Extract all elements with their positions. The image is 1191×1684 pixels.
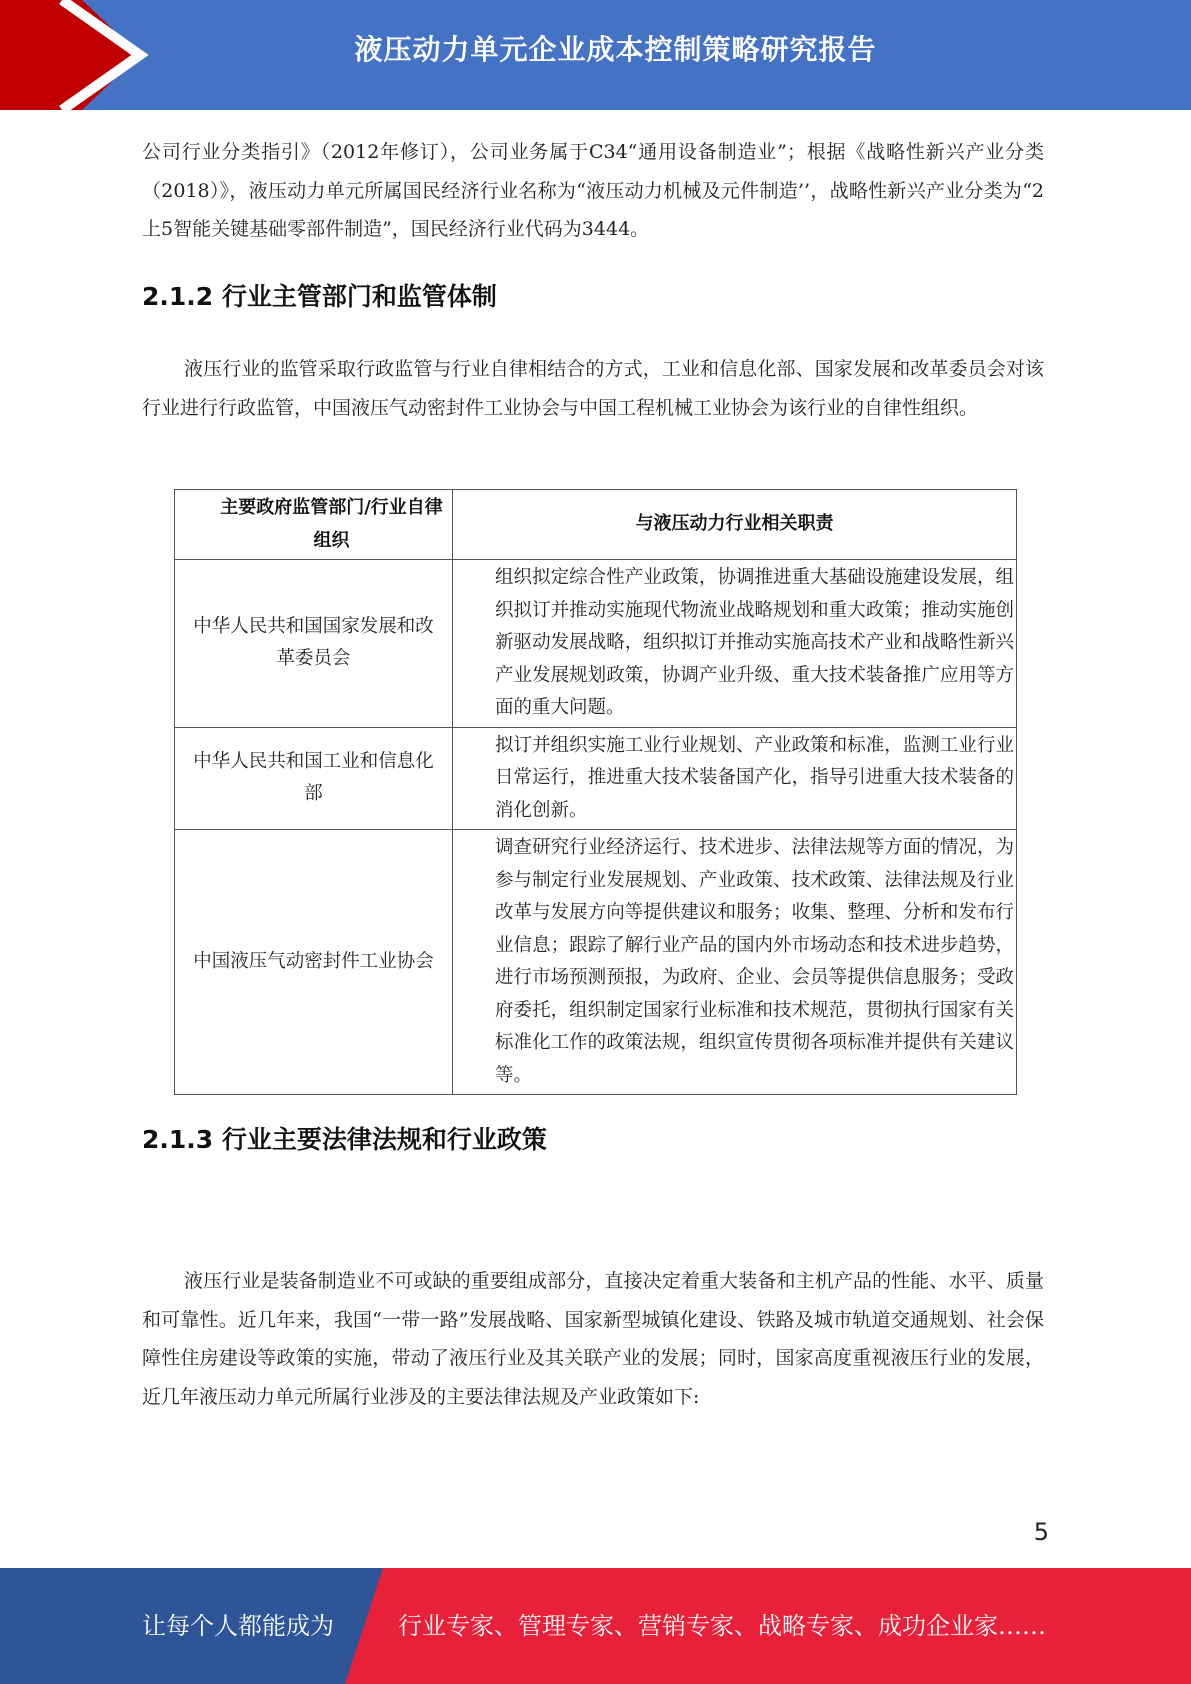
report-title: 液压动力单元企业成本控制策略研究报告	[354, 33, 877, 66]
header-banner	[0, 0, 1191, 110]
table-row	[175, 727, 1017, 830]
table-cell-org: 中华人民共和国国家发展和改革委员会	[175, 560, 453, 728]
section-heading-2-1-2: 2.1.2 行业主管部门和监管体制	[142, 282, 497, 311]
table-header-duty: 与液压动力行业相关职责	[453, 490, 1017, 560]
section-2-1-3-paragraph: 液压行业是装备制造业不可或缺的重要组成部分，直接决定着重大装备和主机产品的性能、水平、质量和可靠性。近几年来，我国“一带一路”发展战略、国家新型城镇化建设、铁路及城市轨道交通规划、社会保障性住房建设等政策的实施，带动了液压行业及其关联产业的发展；同时，国家高度重视液压行业的发展，近几年液压动力单元所属行业涉及的主要法律法规及产业政策如下:	[142, 1270, 1044, 1408]
section-2-1-2-paragraph: 液压行业的监管采取行政监管与行业自律相结合的方式，工业和信息化部、国家发展和改革委员会对该行业进行行政监管，中国液压气动密封件工业协会与中国工程机械工业协会为该行业的自律性组织。	[142, 358, 1044, 419]
page-number: 5	[1033, 1518, 1049, 1546]
footer-slogan-right: 行业专家、管理专家、营销专家、战略专家、成功企业家……	[398, 1612, 1046, 1640]
table-cell-duty: 组织拟定综合性产业政策，协调推进重大基础设施建设发展，组织拟订并推动实施现代物流业战略规划和重大政策；推动实施创新驱动发展战略，组织拟订并推动实施高技术产业和战略性新兴产业发展规划政策，协调产业升级、重大技术装备推广应用等方面的重大问题。	[453, 560, 1017, 728]
table-row	[175, 830, 1017, 1095]
table-header-org: 主要政府监管部门/行业自律组织	[175, 490, 453, 560]
table-cell-org: 中国液压气动密封件工业协会	[175, 830, 453, 1095]
intro-paragraph: 公司行业分类指引》（2012年修订），公司业务属于C34“通用设备制造业”；根据《战略性新兴产业分类（2018）》，液压动力单元所属国民经济行业名称为“液压动力机械及元件制造’’，战略性新兴产业分类为“2上5智能关键基础零部件制造”，国民经济行业代码为3444。	[142, 141, 1044, 240]
section-heading-2-1-3: 2.1.3 行业主要法律法规和行业政策	[142, 1125, 547, 1154]
footer-slogan-left: 让每个人都能成为	[142, 1612, 334, 1640]
table-cell-org: 中华人民共和国工业和信息化部	[175, 727, 453, 830]
regulator-table	[174, 489, 1017, 1095]
table-cell-duty: 拟订并组织实施工业行业规划、产业政策和标准，监测工业行业日常运行，推进重大技术装备国产化，指导引进重大技术装备的消化创新。	[453, 727, 1017, 830]
table-header-row	[175, 490, 1017, 560]
table-row	[175, 560, 1017, 728]
table-cell-duty: 调查研究行业经济运行、技术进步、法律法规等方面的情况，为参与制定行业发展规划、产业政策、技术政策、法律法规及行业改革与发展方向等提供建议和服务；收集、整理、分析和发布行业信息；跟踪了解行业产品的国内外市场动态和技术进步趋势，进行市场预测预报，为政府、企业、会员等提供信息服务；受政府委托，组织制定国家行业标准和技术规范，贯彻执行国家有关标准化工作的政策法规，组织宣传贯彻各项标准并提供有关建议等。	[453, 830, 1017, 1095]
footer-banner	[0, 1568, 1191, 1684]
